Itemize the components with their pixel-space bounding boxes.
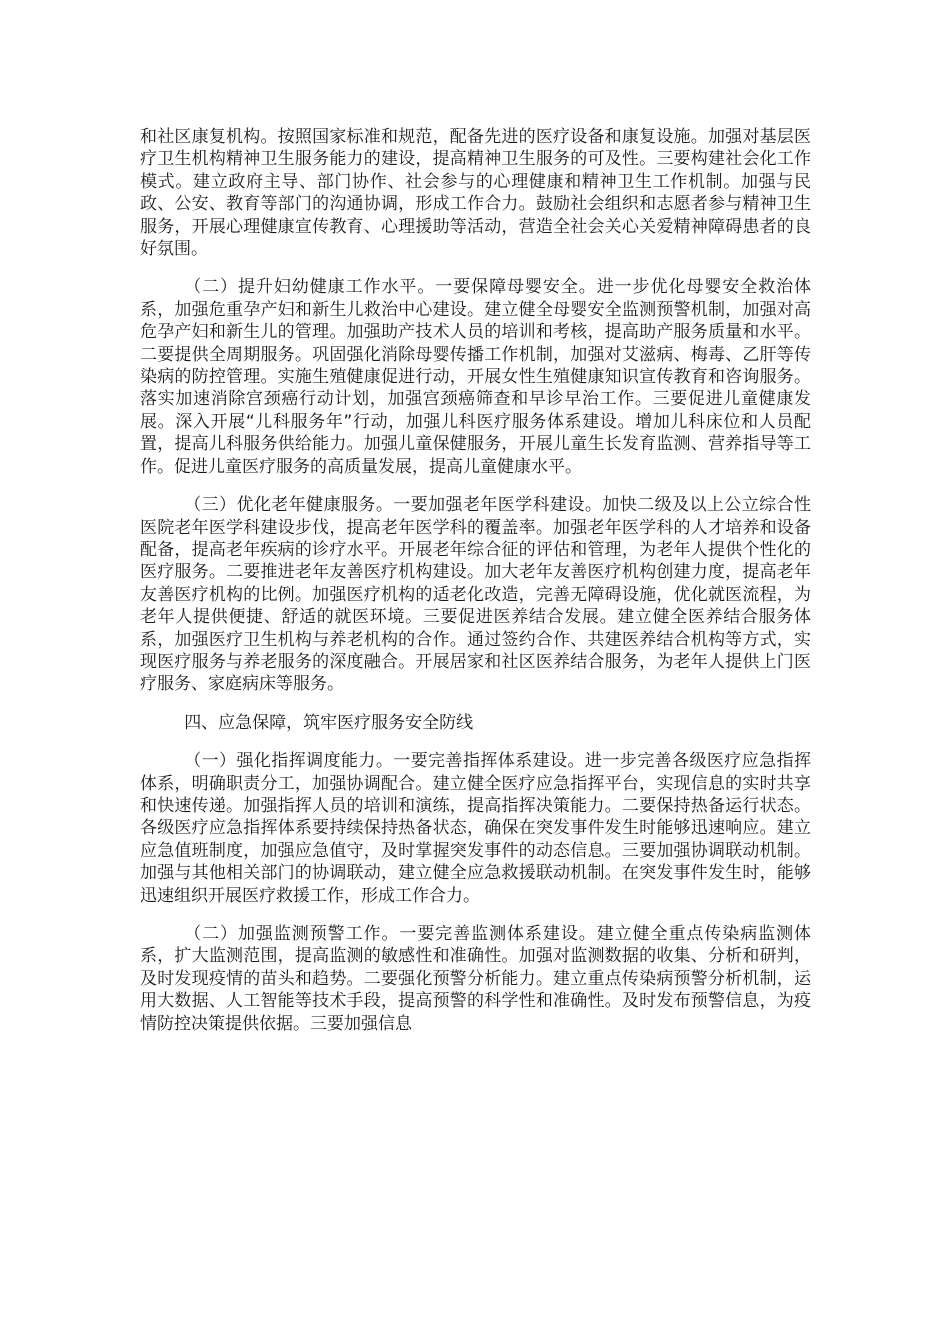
- paragraph-elderly-health: （三）优化老年健康服务。一要加强老年医学科建设。加快二级及以上公立综合性医院老年医学科建设步伐，提高老年医学科的覆盖率。加强老年医学科的人才培养和设备配备，提高老年疾病的诊疗水平。开展老年综合征的评估和管理，为老年人提供个性化的医疗服务。二要推进老年友善医疗机构建设。加大老年友善医疗机构创建力度，提高老年友善医疗机构的比例。加强医疗机构的适老化改造，完善无障碍设施，优化就医流程，为老年人提供便捷、舒适的就医环境。三要促进医养结合发展。建立健全医养结合服务体系，加强医疗卫生机构与养老机构的合作。通过签约合作、共建医养结合机构等方式，实现医疗服务与养老服务的深度融合。开展居家和社区医养结合服务，为老年人提供上门医疗服务、家庭病床等服务。: [140, 495, 811, 695]
- paragraph-community-rehab: 和社区康复机构。按照国家标准和规范，配备先进的医疗设备和康复设施。加强对基层医疗卫生机构精神卫生服务能力的建设，提高精神卫生服务的可及性。三要构建社会化工作模式。建立政府主导、部门协作、社会参与的心理健康和精神卫生工作机制。加强与民政、公安、教育等部门的沟通协调，形成工作合力。鼓励社会组织和志愿者参与精神卫生服务，开展心理健康宣传教育、心理援助等活动，营造全社会关心关爱精神障碍患者的良好氛围。: [140, 127, 811, 260]
- paragraph-maternal-child-health: （二）提升妇幼健康工作水平。一要保障母婴安全。进一步优化母婴安全救治体系，加强危重孕产妇和新生儿救治中心建设。建立健全母婴安全监测预警机制，加强对高危孕产妇和新生儿的管理。加强助产技术人员的培训和考核，提高助产服务质量和水平。二要提供全周期服务。巩固强化消除母婴传播工作机制，加强对艾滋病、梅毒、乙肝等传染病的防控管理。实施生殖健康促进行动，开展女性生殖健康知识宣传教育和咨询服务。落实加速消除宫颈癌行动计划，加强宫颈癌筛查和早诊早治工作。三要促进儿童健康发展。深入开展“儿科服务年”行动，加强儿科医疗服务体系建设。增加儿科床位和人员配置，提高儿科服务供给能力。加强儿童保健服务，开展儿童生长发育监测、营养指导等工作。促进儿童医疗服务的高质量发展，提高儿童健康水平。: [140, 277, 811, 477]
- section-heading-emergency: 四、应急保障，筑牢医疗服务安全防线: [184, 712, 474, 733]
- paragraph-command-dispatch: （一）强化指挥调度能力。一要完善指挥体系建设。进一步完善各级医疗应急指挥体系，明确职责分工，加强协调配合。建立健全医疗应急指挥平台，实现信息的实时共享和快速传递。加强指挥人员的培训和演练，提高指挥决策能力。二要保持热备运行状态。各级医疗应急指挥体系要持续保持热备状态，确保在突发事件发生时能够迅速响应。建立应急值班制度，加强应急值守，及时掌握突发事件的动态信息。三要加强协调联动机制。加强与其他相关部门的协调联动，建立健全应急救援联动机制。在突发事件发生时，能够迅速组织开展医疗救援工作，形成工作合力。: [140, 751, 811, 906]
- document-page: [140, 126, 811, 1051]
- paragraph-monitoring-warning: （二）加强监测预警工作。一要完善监测体系建设。建立健全重点传染病监测体系，扩大监测范围，提高监测的敏感性和准确性。加强对监测数据的收集、分析和研判，及时发现疫情的苗头和趋势。二要强化预警分析能力。建立重点传染病预警分析机制，运用大数据、人工智能等技术手段，提高预警的科学性和准确性。及时发布预警信息，为疫情防控决策提供依据。三要加强信息: [140, 924, 811, 1034]
